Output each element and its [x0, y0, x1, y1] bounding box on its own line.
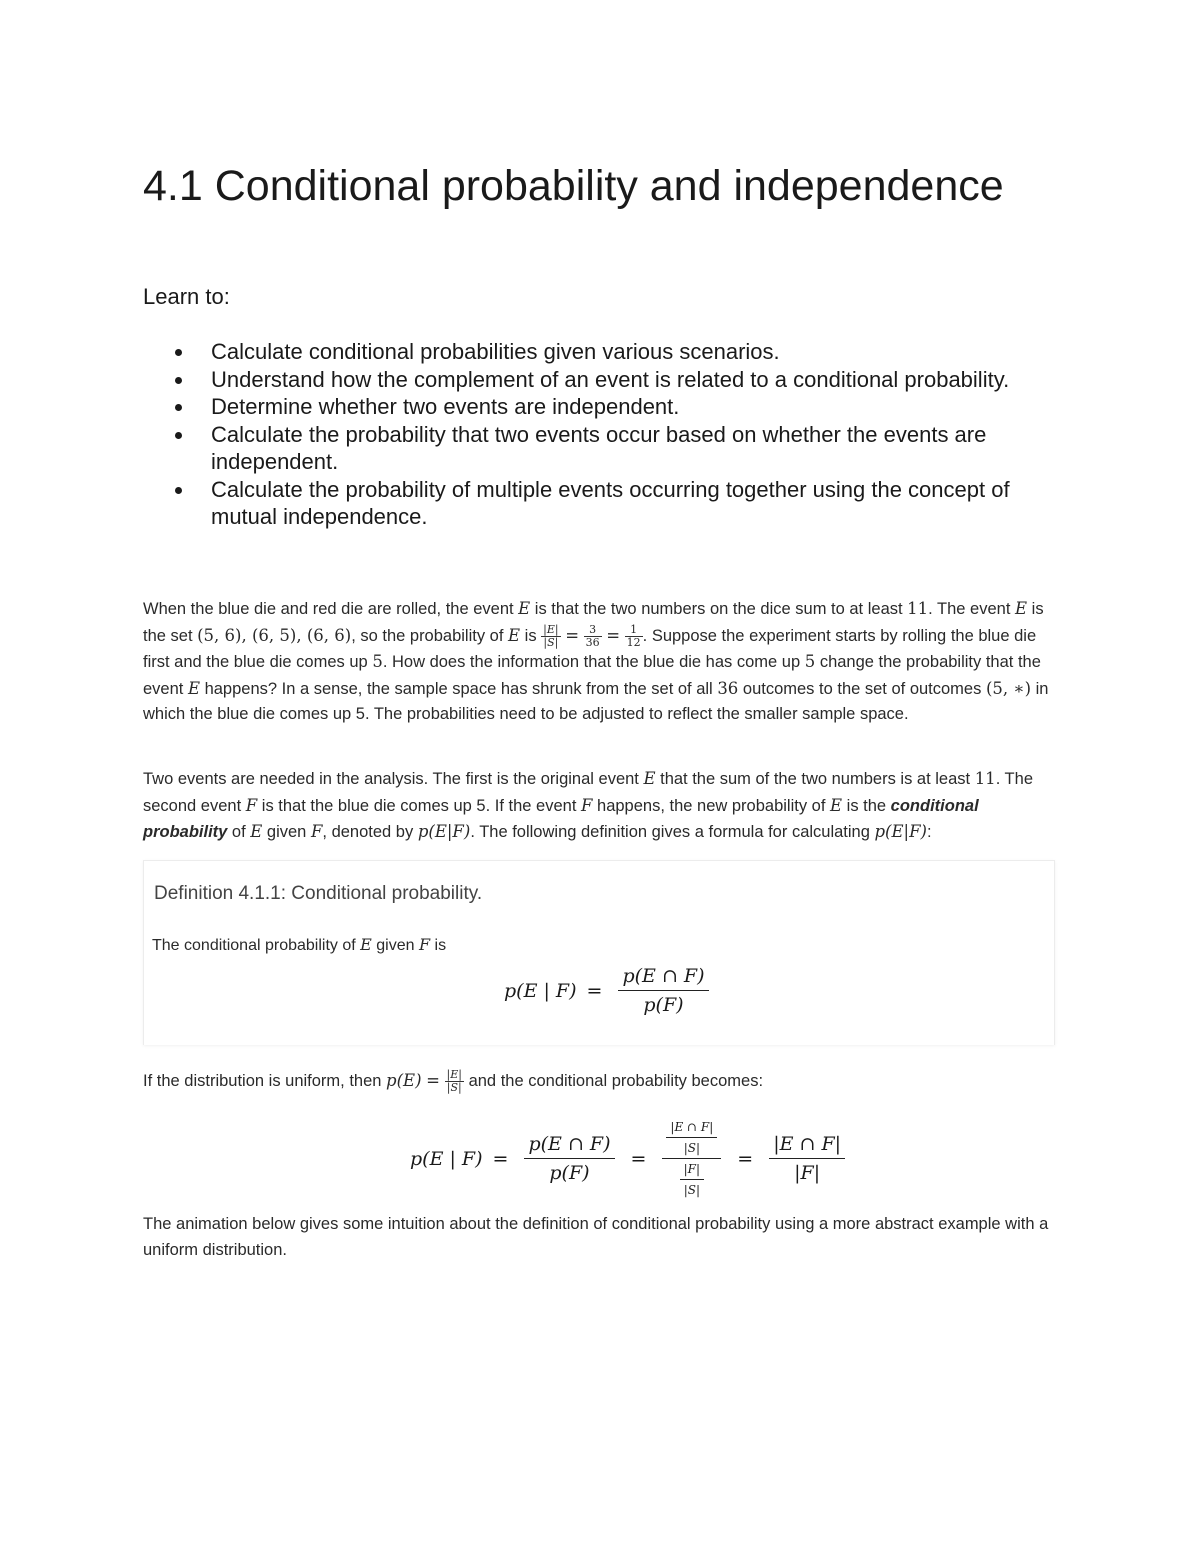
paragraph-two-events: Two events are needed in the analysis. The first is the original event E that the sum of the two numbers is at least 11. The second event F is that the blue die comes up 5. If the event F happens, the new probability of E is the conditional probability of E given F, denoted by p(E|F). The following definition gives a formula for calculating p(E|F): — [143, 769, 1033, 841]
fraction-E-over-S: $\frac{|E|}{|S|}$ — [446, 1068, 462, 1095]
uniform-formula: p(E | F) = $\frac{p(E \cap F)}{p(F)}$ = $\frac{\frac{|E \cap F|}{|S|}}{\frac{|F|}{|S|}}$ = $\frac{|E \cap F|}{|F|}$ — [410, 1120, 851, 1197]
definition-intro: The conditional probability of E given F is — [152, 935, 447, 954]
paragraph-closing: The animation below gives some intuition about the definition of conditional probability using a more abstract example with a uniform distribution. — [143, 1215, 1049, 1259]
math-set: (5, 6), (6, 5), (6, 6) — [197, 625, 352, 645]
fraction-E-over-S: $\frac{|E|}{|S|}$ — [543, 622, 559, 649]
definition-title: Definition 4.1.1: Conditional probability. — [154, 883, 483, 904]
definition-formula: p(E | F) = $\frac{p(E \cap F)}{p(F)}$ — [504, 965, 715, 1016]
objectives-list — [143, 338, 1063, 531]
list-item: Determine whether two events are independent. — [143, 393, 1063, 421]
page-title: 4.1 Conditional probability and independence — [143, 162, 1004, 210]
math-E: E — [518, 599, 531, 618]
paragraph-dice-intro: When the blue die and red die are rolled, the event E is that the two numbers on the dice sum to at least 11. The event E is the set (5, 6), (6, 5), (6, 6), so the probability of E is $\frac{|E|}{|S|}$ = $\frac{3}{36}$ = $\frac{1}{12}$ . Suppose the experiment starts by rolling the blue die first and the blue die comes up 5. How does the information that the blue die has come up 5 change the probability that the event E happens? In a sense, the sample space has shrunk from the set of all 36 outcomes to the set of outcomes (5, ∗) in which the blue die comes up 5. The probabilities need to be adjusted to reflect the smaller sample space. — [143, 599, 1049, 723]
fraction-1-over-12: $\frac{1}{12}$ — [626, 622, 641, 649]
math-pair: (5, ∗) — [985, 678, 1032, 698]
term-conditional-probability: conditional probability — [143, 796, 979, 841]
paragraph-uniform: If the distribution is uniform, then p(E) = $\frac{|E|}{|S|}$ and the conditional probability becomes: — [143, 1068, 764, 1095]
list-item: Calculate the probability of multiple events occurring together using the concept of mutual independence. — [143, 476, 1063, 531]
learn-label: Learn to: — [143, 284, 230, 309]
list-item: Calculate the probability that two events occur based on whether the events are independent. — [143, 421, 1063, 476]
math-pEF: p(E|F) — [417, 822, 471, 841]
list-item: Calculate conditional probabilities given various scenarios. — [143, 338, 1063, 366]
definition-box — [143, 860, 1055, 1045]
list-item: Understand how the complement of an event is related to a conditional probability. — [143, 366, 1063, 394]
fraction-3-over-36: $\frac{3}{36}$ — [585, 622, 600, 649]
